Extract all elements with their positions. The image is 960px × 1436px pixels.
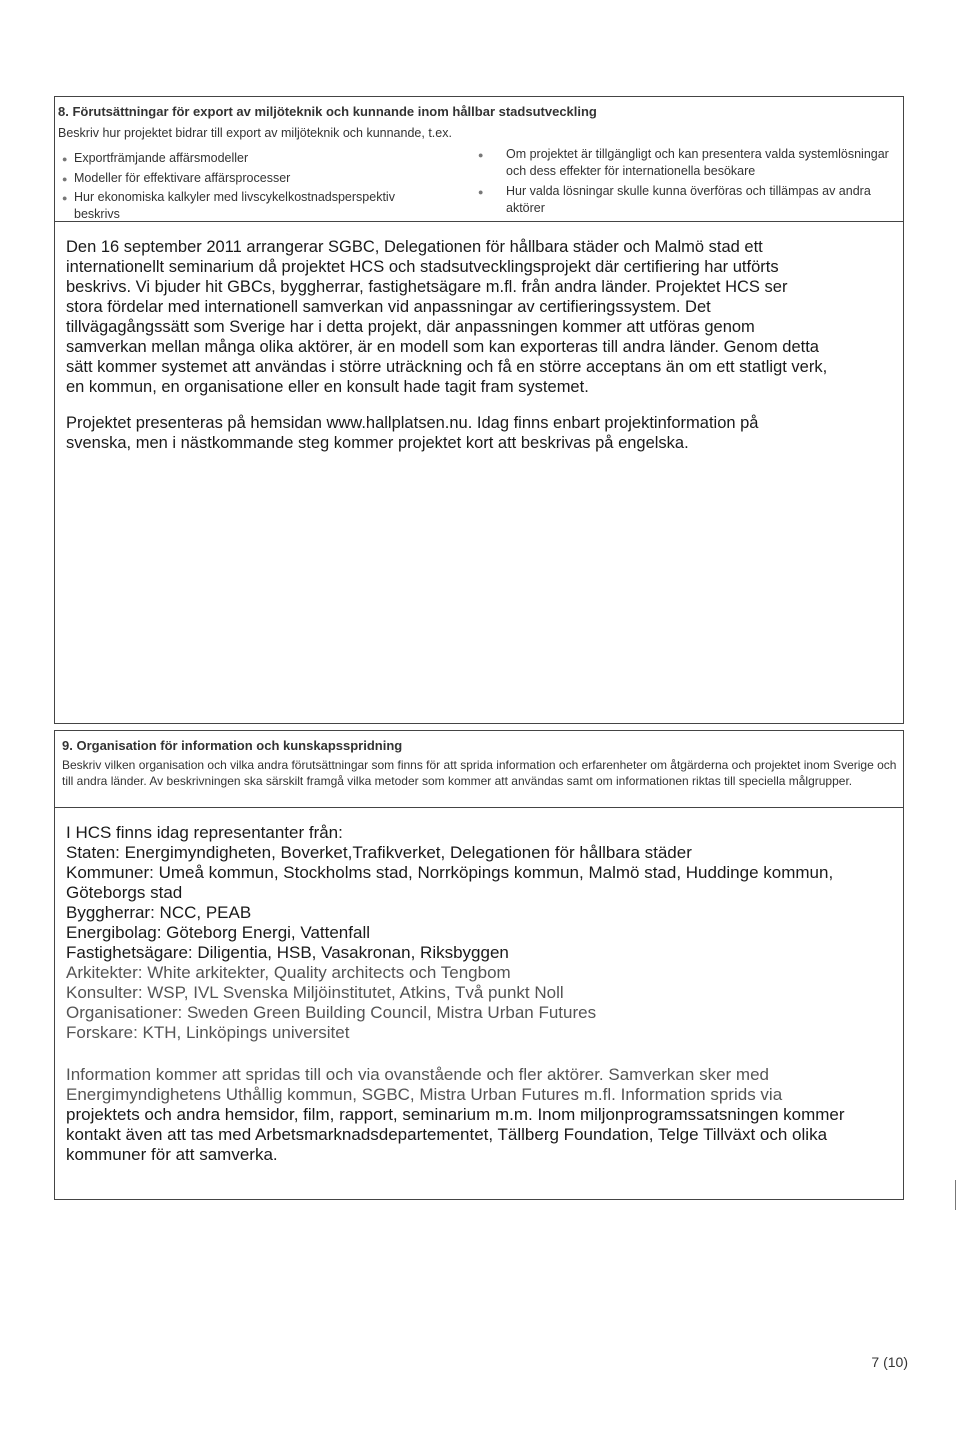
section-8-title: 8. Förutsättningar för export av miljöteknik och kunnande inom hållbar stadsutveckling: [58, 104, 597, 119]
text-line: beskrivs. Vi bjuder hit GBCs, byggherrar, fastighetsägare m.fl. från andra länder. Projektet HCS ser: [66, 278, 788, 296]
bullet-right-1: [478, 146, 911, 179]
text-line: I HCS finns idag representanter från:: [66, 823, 343, 842]
text-line: tillvägagångssätt som Sverige har i detta projekt, där anpassningen kommer att utföras genom: [66, 318, 755, 336]
section-9-title: 9. Organisation för information och kunskapsspridning: [62, 738, 403, 753]
text-line: Konsulter: WSP, IVL Svenska Miljöinstitutet, Atkins, Två punkt Noll: [66, 983, 564, 1002]
text-line: stora fördelar med internationell samverkan vid anpassningar av certifieringssystem. Det: [66, 298, 711, 316]
bullet-dot-icon: ●: [62, 154, 68, 164]
text-line: Information kommer att spridas till och via ovanstående och fler aktörer. Samverkan sker med: [66, 1065, 769, 1084]
bullet-text: Hur valda lösningar skulle kunna överföras och tillämpas av andra aktörer: [506, 184, 871, 215]
text-line: Fastighetsägare: Diligentia, HSB, Vasakronan, Riksbyggen: [66, 943, 509, 962]
text-line: Forskare: KTH, Linköpings universitet: [66, 1023, 350, 1042]
page-number: 7 (10): [871, 1354, 908, 1370]
text-line: internationellt seminarium då projektet HCS och stadsutvecklingsprojekt där certifiering har utförts: [66, 258, 779, 276]
section-8-header: [58, 104, 900, 141]
text-line: Kommuner: Umeå kommun, Stockholms stad, Norrköpings kommun, Malmö stad, Huddinge kommun,: [66, 863, 834, 882]
bullet-text: Modeller för effektivare affärsprocesser: [74, 171, 291, 185]
bullet-left-2: [62, 170, 462, 187]
text-line: Byggherrar: NCC, PEAB: [66, 903, 252, 922]
text-line: Organisationer: Sweden Green Building Council, Mistra Urban Futures: [66, 1003, 597, 1022]
text-line: Energimyndighetens Uthållig kommun, SGBC, Mistra Urban Futures m.fl. Information sprids via: [66, 1085, 783, 1104]
text-line: Arkitekter: White arkitekter, Quality architects och Tengbom: [66, 963, 511, 982]
text-line: en kommun, en organisatione eller en konsult hade tagit fram systemet.: [66, 378, 589, 396]
bullet-left-3: [62, 189, 444, 222]
bullet-right-2: [478, 183, 911, 216]
text-line: Projektet presenteras på hemsidan www.hallplatsen.nu. Idag finns enbart projektinformation på: [66, 414, 759, 432]
bullet-text: Om projektet är tillgängligt och kan presentera valda systemlösningar och dess effekter för internationella besökare: [506, 147, 889, 178]
bullet-dot-icon: ●: [478, 150, 484, 160]
section-9-paragraph: [66, 1065, 896, 1165]
bullet-text: Exportfrämjande affärsmodeller: [74, 151, 249, 165]
text-line: kommuner för att samverka.: [66, 1145, 278, 1164]
text-line: Göteborgs stad: [66, 883, 183, 902]
section-9-header: [62, 738, 902, 789]
bullet-dot-icon: ●: [62, 174, 68, 184]
bullet-dot-icon: ●: [62, 193, 68, 203]
text-line: projektets och andra hemsidor, film, rapport, seminarium m.m. Inom miljonprogramssatsningen kommer: [66, 1105, 845, 1124]
section-8-paragraph-2: [66, 413, 902, 453]
section-9-header-divider: [54, 807, 904, 808]
bullet-left-1: [62, 150, 462, 167]
section-8-paragraph-1: [66, 237, 902, 397]
text-line: svenska, men i nästkommande steg kommer projektet kort att beskrivas på engelska.: [66, 434, 689, 452]
section-9-description: Beskriv vilken organisation och vilka andra förutsättningar som finns för att sprida information och erfarenheter om åtgärderna och projektet inom Sverige och till andra länder. Av beskrivningen ska särskilt framgå vilka metoder som kommer att användas samt om informationen riktas till speciella målgrupper.: [62, 758, 897, 788]
bullet-dot-icon: ●: [478, 187, 484, 197]
bullet-text: Hur ekonomiska kalkyler med livscykelkostnadsperspektiv beskrivs: [74, 190, 395, 221]
text-line: sätt kommer systemet att användas i större uträckning och få en större acceptans än om ett statligt verk,: [66, 358, 828, 376]
text-line: Staten: Energimyndigheten, Boverket,Trafikverket, Delegationen för hållbara städer: [66, 843, 692, 862]
section-8-description: Beskriv hur projektet bidrar till export av miljöteknik och kunnande, t.ex.: [58, 126, 452, 140]
section-9-representatives-list: [66, 823, 896, 1043]
text-line: Energibolag: Göteborg Energi, Vattenfall: [66, 923, 370, 942]
scan-edge-line: [955, 1180, 956, 1210]
text-line: Den 16 september 2011 arrangerar SGBC, Delegationen för hållbara städer och Malmö stad ett: [66, 238, 763, 256]
text-line: kontakt även att tas med Arbetsmarknadsdepartementet, Tällberg Foundation, Telge Tillväxt och olika: [66, 1125, 828, 1144]
text-line: samverkan mellan många olika aktörer, är en modell som kan exporteras till andra länder. Genom detta: [66, 338, 819, 356]
